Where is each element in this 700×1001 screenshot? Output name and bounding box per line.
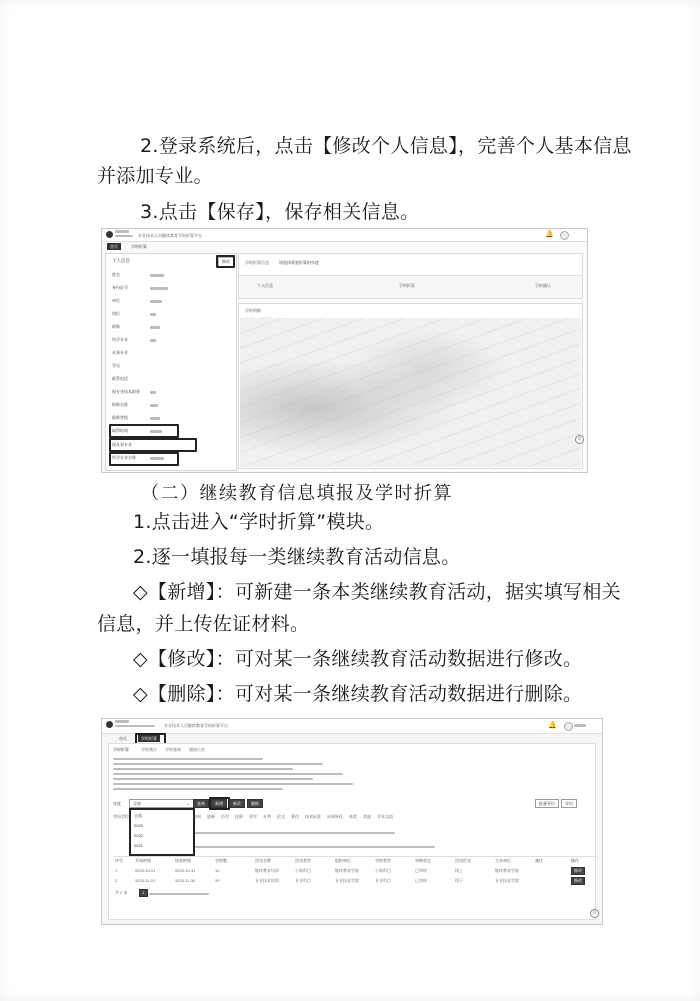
column-header: 主办单位	[495, 858, 511, 863]
column-header: 序号	[115, 858, 123, 863]
personal-info-panel	[105, 253, 237, 471]
pagination-total: 共 2 条	[115, 890, 128, 895]
column-header: 学时数	[215, 858, 227, 863]
step-label: 学时确认	[535, 283, 551, 288]
delete-button[interactable]: 删除	[247, 799, 263, 808]
field-label: 现从事专业	[112, 442, 132, 447]
blurred-value	[150, 325, 160, 331]
row-edit-button[interactable]: 修改	[571, 877, 585, 885]
table-cell: 继续教育学院	[495, 868, 519, 873]
highlight-box	[216, 255, 235, 268]
year-selected: 全部	[133, 801, 141, 806]
column-header: 审核状态	[415, 858, 431, 863]
table-cell: 2023-10-01	[135, 868, 156, 873]
table-cell: 线上	[455, 868, 463, 873]
pagination-controls[interactable]	[149, 891, 209, 894]
logo-icon	[106, 721, 113, 728]
year-option[interactable]: 2023	[134, 823, 143, 828]
column-header: 学时类型	[375, 858, 391, 863]
step2-text: 2.登录系统后，点击【修改个人信息】，完善个人基本信息	[140, 135, 632, 157]
bell-icon[interactable]: 🔔	[548, 722, 557, 729]
panel-title: 个人信息	[112, 258, 130, 263]
blurred-value	[150, 312, 156, 318]
main-area	[238, 253, 583, 469]
screenshot-hours-module	[101, 718, 603, 925]
power-tower-background	[240, 318, 581, 467]
table-cell: 专业科目	[295, 878, 311, 883]
bell-icon[interactable]: 🔔	[545, 231, 554, 238]
blurred-value	[150, 273, 164, 279]
chevron-down-icon: ⌄	[186, 801, 190, 806]
page-number-button[interactable]: 1	[139, 889, 148, 897]
edit-description: ◇【修改】：可对某一条继续教育活动数据进行修改。	[133, 648, 583, 670]
notice-line	[113, 761, 323, 764]
highlight-box	[109, 438, 197, 452]
logo-icon	[106, 231, 113, 238]
field-label: 职称名称	[112, 402, 128, 407]
table-cell: 线下	[455, 878, 463, 883]
category-tab[interactable]: 讲学	[249, 814, 257, 819]
tab-hours-stats[interactable]: 学时统计	[141, 747, 157, 752]
table-cell: 公需科目	[295, 868, 311, 873]
category-tab[interactable]: 培训	[193, 814, 201, 819]
column-header: 活动类型	[295, 858, 311, 863]
category-tab[interactable]: 学术交流	[377, 814, 393, 819]
category-tab[interactable]: 学历学位	[113, 814, 129, 819]
export-button[interactable]: 导出	[561, 799, 577, 808]
table-cell: 20	[215, 878, 220, 883]
brand-text	[115, 720, 155, 728]
step-label: 学时折算	[399, 283, 415, 288]
table-cell: 2023-10-31	[175, 868, 196, 873]
table-cell: 已审核	[415, 878, 427, 883]
main-value: 请选择需要折算的年度	[279, 260, 319, 265]
table-cell: 继续教育学院	[335, 868, 359, 873]
notice-line	[113, 786, 283, 789]
avatar[interactable]	[560, 231, 569, 240]
bullet-2: 2.逐一填报每一类继续教育活动信息。	[133, 546, 461, 568]
add-button[interactable]: 新增	[211, 799, 227, 808]
column-header: 组织单位	[335, 858, 351, 863]
category-tab[interactable]: 进修	[207, 814, 215, 819]
system-name: 专业技术人员继续教育学时折算平台	[138, 233, 202, 238]
add-description: ◇【新增】：可新建一条本类继续教育活动，据实填写相关	[133, 581, 621, 603]
username	[574, 723, 586, 729]
column-header: 活动形式	[455, 858, 471, 863]
scroll-top-icon[interactable]: ⊙	[575, 435, 584, 444]
category-tab[interactable]: 专利	[263, 814, 271, 819]
highlight-box	[109, 452, 179, 466]
table-cell: 专业技术学院	[335, 878, 359, 883]
field-label: 身份证号	[112, 285, 128, 290]
field-label: 联系电话	[112, 376, 128, 381]
avatar[interactable]	[564, 722, 573, 731]
section-heading: （二）继续教育信息填报及学时折算	[141, 483, 453, 504]
module-body	[108, 743, 596, 920]
year-label: 年度	[113, 801, 121, 806]
row-edit-button[interactable]: 修改	[571, 867, 585, 875]
table-cell: 1	[115, 868, 118, 873]
field-label: 职称	[112, 324, 120, 329]
notice-line	[113, 781, 353, 784]
step-label: 个人信息	[257, 283, 273, 288]
main-label: 学时折算信息	[245, 260, 269, 265]
column-header: 备注	[535, 858, 543, 863]
column-header: 操作	[571, 858, 579, 863]
tab-hours-query[interactable]: 学时查询	[165, 747, 181, 752]
blurred-value	[150, 416, 160, 422]
query-button[interactable]: 查询	[193, 799, 209, 808]
field-label: 姓名	[112, 272, 120, 277]
screenshot-personal-info	[101, 228, 588, 473]
highlight-box	[209, 797, 230, 810]
table-divider	[113, 856, 597, 857]
table-cell: 专业科目	[375, 878, 391, 883]
batch-export-button[interactable]: 批量导出	[535, 799, 559, 808]
year-dropdown[interactable]	[129, 808, 195, 856]
nav-tab-home[interactable]: 首页	[119, 736, 127, 741]
blurred-value	[150, 338, 156, 344]
category-tab[interactable]: 访学	[221, 814, 229, 819]
app-topbar	[102, 719, 602, 734]
table-cell: 公需科目	[375, 868, 391, 873]
detail-card	[238, 303, 583, 469]
category-tab[interactable]: 技术标准	[305, 814, 321, 819]
field-label: 所学专业	[112, 337, 128, 342]
column-header: 结束时间	[175, 858, 191, 863]
table-cell: 2023-11-30	[175, 878, 196, 883]
nav-tab-hours[interactable]: 学时折算	[131, 244, 147, 249]
steps-bar	[238, 275, 583, 299]
hint-line	[195, 844, 435, 847]
year-option[interactable]: 全部	[134, 813, 142, 818]
column-header: 活动名称	[255, 858, 271, 863]
section-label: 学时明细	[245, 308, 261, 313]
year-select[interactable]	[129, 799, 194, 808]
category-tab[interactable]: 其他	[363, 814, 371, 819]
blurred-value	[150, 390, 156, 396]
scroll-top-icon[interactable]: ⊙	[590, 909, 599, 918]
nav-tab-home[interactable]: 首页	[107, 243, 121, 250]
table-cell: 2	[115, 878, 118, 883]
highlight-box	[109, 424, 179, 438]
nav-tab-hours[interactable]: 学时折算	[138, 735, 160, 742]
tab-hours-conversion[interactable]: 学时折算	[113, 747, 129, 752]
step2-continuation: 并添加专业。	[97, 165, 213, 187]
category-tab[interactable]: 获奖	[349, 814, 357, 819]
delete-description: ◇【删除】：可对某一条继续教育活动数据进行删除。	[133, 683, 583, 705]
field-label: 职称等级	[112, 415, 128, 420]
column-header: 开始时间	[135, 858, 151, 863]
system-name: 专业技术人员继续教育学时折算平台	[164, 723, 228, 728]
notice-line	[113, 756, 263, 759]
field-label: 单位	[112, 298, 120, 303]
notice-line	[113, 766, 293, 769]
category-tab[interactable]: 挂职	[235, 814, 243, 819]
field-label: 现专业技术职务	[112, 389, 140, 394]
year-option[interactable]: 2022	[134, 833, 143, 838]
table-cell: 继续教育培训	[255, 868, 279, 873]
field-label: 所学专业名称	[112, 455, 136, 460]
year-option[interactable]: 2021	[134, 843, 143, 848]
edit-button[interactable]: 修改	[229, 799, 245, 808]
step3-text: 3.点击【保存】，保存相关信息。	[140, 201, 420, 223]
hint-line	[195, 830, 395, 833]
table-cell: 专业技术培训	[255, 878, 279, 883]
field-label: 学历	[112, 363, 120, 368]
blurred-value	[150, 403, 158, 409]
blurred-value	[150, 286, 168, 292]
app-topbar	[102, 229, 587, 242]
table-cell: 2023-11-01	[135, 878, 156, 883]
table-cell: 10	[215, 868, 220, 873]
tab-notice[interactable]: 通知公告	[189, 747, 205, 752]
blurred-value	[150, 299, 162, 305]
category-tab[interactable]: 成果转化	[327, 814, 343, 819]
field-label: 岗位	[112, 311, 120, 316]
table-cell: 专业技术学院	[495, 878, 519, 883]
field-label: 取得时间	[112, 428, 128, 433]
field-label: 从事专业	[112, 350, 128, 355]
bullet-1: 1.点击进入“学时折算”模块。	[133, 511, 385, 533]
brand-text	[115, 230, 133, 238]
category-tab[interactable]: 论文	[277, 814, 285, 819]
category-tab[interactable]: 著作	[291, 814, 299, 819]
table-cell: 已审核	[415, 868, 427, 873]
notice-line	[113, 776, 313, 779]
notice-line	[113, 771, 343, 774]
edit-info-button[interactable]: 修改	[218, 257, 234, 267]
add-description-cont: 信息，并上传佐证材料。	[97, 613, 310, 635]
